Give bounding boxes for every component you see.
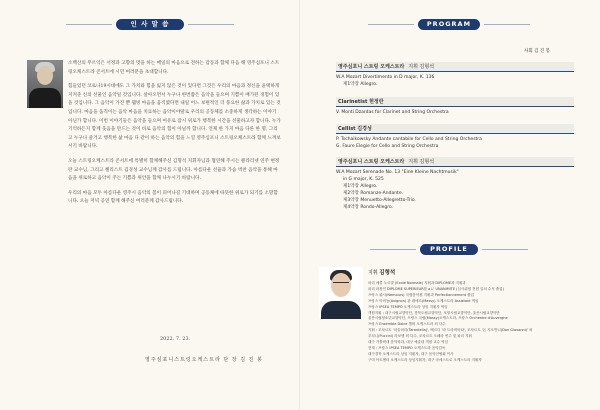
work-line: V. Monti Dzardas for Clarinet and String Orchestra (336, 110, 449, 115)
profile-item: 파리 파장인 DIPLOME SUPERIEUR를 a L' UNANIMITE (심사위원 전원 일치 수석 졸업) (368, 286, 504, 291)
greeting-paragraph: 소백산의 무르익은 서정과 고향의 멋을 하는 매일의 마음으로 전하는 감동과 함께 다음 해 영주심포니 스트링오케스트라 콘서트에 시민 여러분을 초대합니다. (68, 61, 280, 75)
program-title: PROGRAM (418, 19, 480, 30)
profile-name: 김형석 (379, 270, 396, 276)
section-conductor: 지휘 김형석 (408, 64, 435, 70)
work-line: G. Faure Elegie for Cello and String Orchestra (336, 144, 439, 149)
portrait-glasses (333, 282, 349, 286)
program-section-header (336, 97, 574, 107)
profile-item: 푸치니(Puccini) 라보엠 외 다수, 모차르트 오페라 연주 및 파리 지휘 (368, 334, 472, 339)
profile-item: 현재 : 프랑스 IPSEA TEMPO 오케스트라 음악감독 (368, 345, 446, 350)
greeting-letter (68, 60, 282, 213)
greeting-signature: 영주심포니스트링오케스트라 단 장 김 진 봉 (145, 357, 263, 363)
profile-career-list (368, 281, 580, 364)
section-performer: 영주심포니 스트링 오케스트라 (338, 159, 405, 165)
profile-item: 객원지휘 : 대구시립교향악단, 경북도립교향악단, 포항시립교향악단, 울산시립교향악단 (368, 310, 500, 315)
program-section-header (336, 62, 574, 72)
work-movement: 제1악장 Allegro. (343, 82, 378, 87)
profile-item: 프랑스 Ensemble Dolce 챔버 오케스트라 외 다수 (368, 322, 446, 327)
program-works (336, 109, 574, 116)
profile-item: 대구 가톨릭대 음악학과, 대구 예술대 객원 교수 역임 (368, 340, 448, 345)
profile-item: 프랑스 IPSEA TEMPO 오케스트라 상임 지휘자 역임 (368, 304, 448, 309)
profile-name-line (368, 268, 395, 276)
section-performer: Cellist 김경성 (338, 126, 372, 132)
profile-title: PROFILE (420, 244, 478, 255)
portrait-suit (29, 88, 61, 108)
program-section-1 (336, 62, 574, 88)
profile-item: 지휘 : 모차르트 '마술피리(Tarantella)', 베르디 '라 트라비아타', 모차르트 '돈 지오반니(Don Giovanni)' 외 (368, 328, 533, 333)
program-host: 사회 김 진 봉 (524, 49, 551, 54)
section-performer: 영주심포니 스트링 오케스트라 (338, 64, 405, 70)
profile-item: 프랑스 뤼시(Nemours) 국립음악원 지휘과 Perfectionnement 졸업 (368, 292, 474, 297)
program-section-header (336, 157, 574, 167)
greeting-date: 2022. 7. 23. (160, 336, 191, 342)
work-key: in G major, K. 525 (343, 177, 384, 182)
profile-item: 구미 아트센터 오케스트라 상임지휘자, 대구 마에스트로 오케스트라 지휘자 (368, 357, 482, 362)
section-conductor: 지휘 김형석 (408, 159, 435, 165)
portrait-suit (321, 301, 361, 319)
portrait-face (37, 66, 53, 85)
profile-role: 지휘 (368, 270, 378, 276)
greeting-title: 인 사 말 씀 (116, 19, 184, 30)
work-movement: 제3악장 Menuetto-Allegretto-Trio. (343, 198, 416, 203)
greeting-paragraph: 힘들었던 코로나19시대에도 그 가치와 힘을 잃지 않은 것이 있다면 그것은 우리의 마음과 정신을 윤택하게 지켜준 신의 선물인 음악일 것입니다. 살아오면서 누구나 한번쯤은 음악을 들으며 기쁨이 배가된 경험이 있을 것입니다. 그 음악이 가진 뿐 웰빙 마음을 움직였다면 내일 어느 보편적인 더 풍요한 삶과 가치로 있는 것입니다. 마음을 움직이는 음악 마음을 치료하는 음악이야말로 우리의 공동체를 소중하게 생각하는 이야기 아닌가 합니다. 이번 이야기들은 음악을 들으며 여유로 잠시 위로가 행복한 시간을 선물하고자 합니다. 누가 기억하든지 함께 웃음을 만드는 것이 바로 음악의 힘이 아닐까 합니다. 언제 한 가지 마음 다른 한 명, 그리고 누구나 즐거고 행복한 삶 마음 다 같이 하는 음악의 힘을 느낄 영주심포니 스트링오케스트라 함께 느껴보시기 바랍니다. (68, 84, 281, 150)
work-movement: 제2악장 Romanze-Andante. (343, 191, 404, 196)
profile-item: 프랑스 아비뇽(Avignon) 관 데에르(Massy) 오케스트라 Assistant 역임 (368, 298, 479, 303)
greeting-paragraph: 우리의 마음 모두 아름다운 영주시 음악의 봄이 피어나길 기대하며 공동체에 따뜻한 위로가 되기를 소망합니다. 오늘 저녁 공연 함께 해주신 여러분께 감사드립니다. (68, 190, 278, 205)
program-section-2 (336, 97, 574, 116)
program-section-header (336, 124, 574, 134)
section-performer: Clarinetist 현정란 (338, 99, 384, 105)
program-works (336, 74, 574, 88)
profile-item: 대구경북 오케스트라 상임 지휘자, 대구 음악인협회 이사 (368, 351, 454, 356)
profile-item: 울산시립청소년교향악단, 프랑스 국립(Massy)오케스트라, 프랑스 Orchestre d'Auvergne (368, 316, 508, 321)
work-movement: 제1악장 Allegro. (343, 184, 378, 189)
work-line: W.A Mozart Serenade No. 13 "Eine Kleine Nachtmusik" (336, 170, 459, 175)
greeting-paragraph: 오늘 스트링오케스트라 콘서트에 특별히 함께해주신 김형석 지휘자님과 협연해 주시는 클라리넷 연주 현정란 교수님, 그리고 첼리스트 김경성 교수님께 감사를 드립니다. 아름다운 선율과 가슴 벅찬 음악을 통해 마음을 위로하고 음악이 주는 기쁨과 위안을 함께 나누시기 바랍니다. (68, 158, 280, 182)
profile-item: 파리 에콜 노르말 (Ecole Normale) 지휘과 DIPLOME과 지휘과 (368, 281, 466, 285)
work-line: W.A Mozart Divertimento in D major, K. 136 (336, 75, 435, 80)
program-section-4 (336, 157, 574, 211)
work-movement: 제4악장 Rondo-Allegro. (343, 205, 394, 210)
program-works (336, 169, 574, 211)
program-section-3 (336, 124, 574, 150)
work-line: P. Tschaikowsky Andante cantabile for Cello and String Orchestra (336, 137, 482, 142)
program-works (336, 136, 574, 150)
conductor-portrait (319, 267, 363, 319)
director-portrait (27, 60, 63, 108)
